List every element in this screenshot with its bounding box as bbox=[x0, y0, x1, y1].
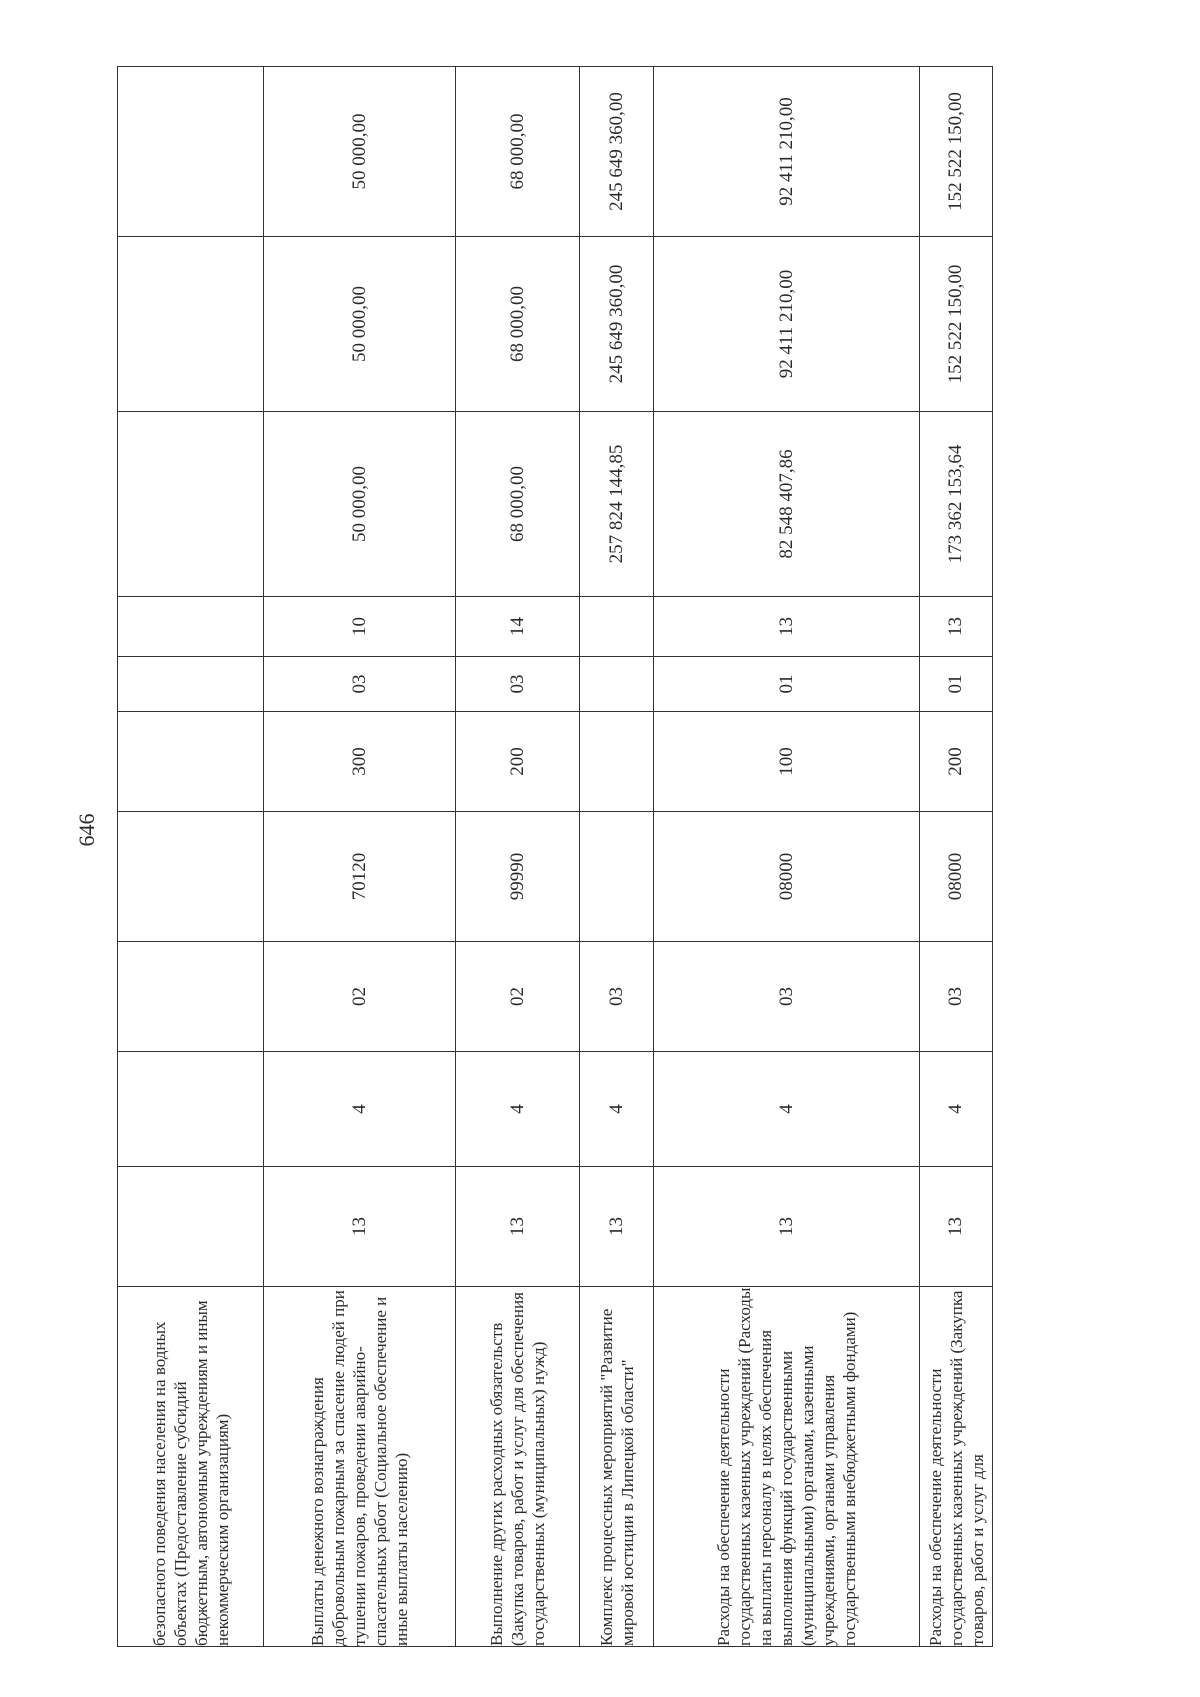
table-row bbox=[580, 67, 654, 1647]
amount-cell: 257 824 144,85 bbox=[580, 412, 654, 597]
amount-cell: 152 522 150,00 bbox=[920, 67, 993, 237]
cell: 02 bbox=[456, 942, 580, 1052]
budget-table bbox=[117, 66, 993, 1647]
row-description: безопасного поведения населения на водных объектах (Предоставление субсидий бюджетным, автономным учреждениям и иным некоммерческим организациям) bbox=[118, 1287, 264, 1647]
cell: 01 bbox=[654, 657, 920, 712]
cell: 03 bbox=[580, 942, 654, 1052]
cell: 13 bbox=[580, 1167, 654, 1287]
cell: 4 bbox=[264, 1052, 456, 1167]
cell: 13 bbox=[264, 1167, 456, 1287]
cell: 200 bbox=[920, 712, 993, 812]
row-description: Выплаты денежного вознаграждения добровольным пожарным за спасение людей при тушении пожаров, проведении аварийно-спасательных работ (Социальное обеспечение и иные выплаты населению) bbox=[264, 1287, 456, 1647]
amount-cell: 245 649 360,00 bbox=[580, 237, 654, 412]
table-row bbox=[654, 67, 920, 1647]
cell: 14 bbox=[456, 597, 580, 657]
cell: 13 bbox=[654, 1167, 920, 1287]
amount-cell: 68 000,00 bbox=[456, 412, 580, 597]
amount-cell: 245 649 360,00 bbox=[580, 67, 654, 237]
amount-cell: 82 548 407,86 bbox=[654, 412, 920, 597]
cell: 300 bbox=[264, 712, 456, 812]
amount-cell: 173 362 153,64 bbox=[920, 412, 993, 597]
cell: 4 bbox=[456, 1052, 580, 1167]
amount-cell: 50 000,00 bbox=[264, 412, 456, 597]
amount-cell: 68 000,00 bbox=[456, 67, 580, 237]
table-row bbox=[456, 67, 580, 1647]
cell: 10 bbox=[264, 597, 456, 657]
cell: 200 bbox=[456, 712, 580, 812]
table-row bbox=[118, 67, 264, 1647]
amount-cell: 152 522 150,00 bbox=[920, 237, 993, 412]
cell bbox=[118, 712, 264, 812]
cell bbox=[580, 597, 654, 657]
cell bbox=[118, 942, 264, 1052]
cell: 4 bbox=[920, 1052, 993, 1167]
cell: 01 bbox=[920, 657, 993, 712]
cell bbox=[118, 597, 264, 657]
amount-cell bbox=[118, 237, 264, 412]
amount-cell bbox=[118, 412, 264, 597]
budget-table-rotated bbox=[117, 67, 1067, 1647]
amount-cell: 50 000,00 bbox=[264, 67, 456, 237]
cell: 13 bbox=[654, 597, 920, 657]
cell: 4 bbox=[654, 1052, 920, 1167]
cell: 100 bbox=[654, 712, 920, 812]
cell: 13 bbox=[920, 597, 993, 657]
cell: 08000 bbox=[920, 812, 993, 942]
cell: 03 bbox=[654, 942, 920, 1052]
page-number: 646 bbox=[74, 813, 99, 847]
cell: 08000 bbox=[654, 812, 920, 942]
cell bbox=[118, 1167, 264, 1287]
cell: 13 bbox=[920, 1167, 993, 1287]
row-description: Расходы на обеспечение деятельности государственных казенных учреждений (Закупка товаров, работ и услуг для bbox=[920, 1287, 993, 1647]
cell bbox=[580, 712, 654, 812]
table-row bbox=[264, 67, 456, 1647]
row-description: Расходы на обеспечение деятельности государственных казенных учреждений (Расходы на выплаты персоналу в целях обеспечения выполнения функций государственными (муниципальными) органами, казенными учреждениями, органами управления государственными внебюджетными фондами) bbox=[654, 1287, 920, 1647]
amount-cell: 68 000,00 bbox=[456, 237, 580, 412]
cell: 03 bbox=[456, 657, 580, 712]
row-description: Выполнение других расходных обязательств (Закупка товаров, работ и услуг для обеспечения государственных (муниципальных) нужд) bbox=[456, 1287, 580, 1647]
cell: 99990 bbox=[456, 812, 580, 942]
amount-cell: 92 411 210,00 bbox=[654, 237, 920, 412]
row-description: Комплекс процессных мероприятий "Развитие мировой юстиции в Липецкой области" bbox=[580, 1287, 654, 1647]
cell: 03 bbox=[264, 657, 456, 712]
table-row bbox=[920, 67, 993, 1647]
cell bbox=[118, 1052, 264, 1167]
cell bbox=[118, 657, 264, 712]
cell: 02 bbox=[264, 942, 456, 1052]
cell bbox=[580, 657, 654, 712]
cell bbox=[580, 812, 654, 942]
cell bbox=[118, 812, 264, 942]
cell: 70120 bbox=[264, 812, 456, 942]
cell: 03 bbox=[920, 942, 993, 1052]
amount-cell: 50 000,00 bbox=[264, 237, 456, 412]
cell: 4 bbox=[580, 1052, 654, 1167]
amount-cell bbox=[118, 67, 264, 237]
amount-cell: 92 411 210,00 bbox=[654, 67, 920, 237]
cell: 13 bbox=[456, 1167, 580, 1287]
